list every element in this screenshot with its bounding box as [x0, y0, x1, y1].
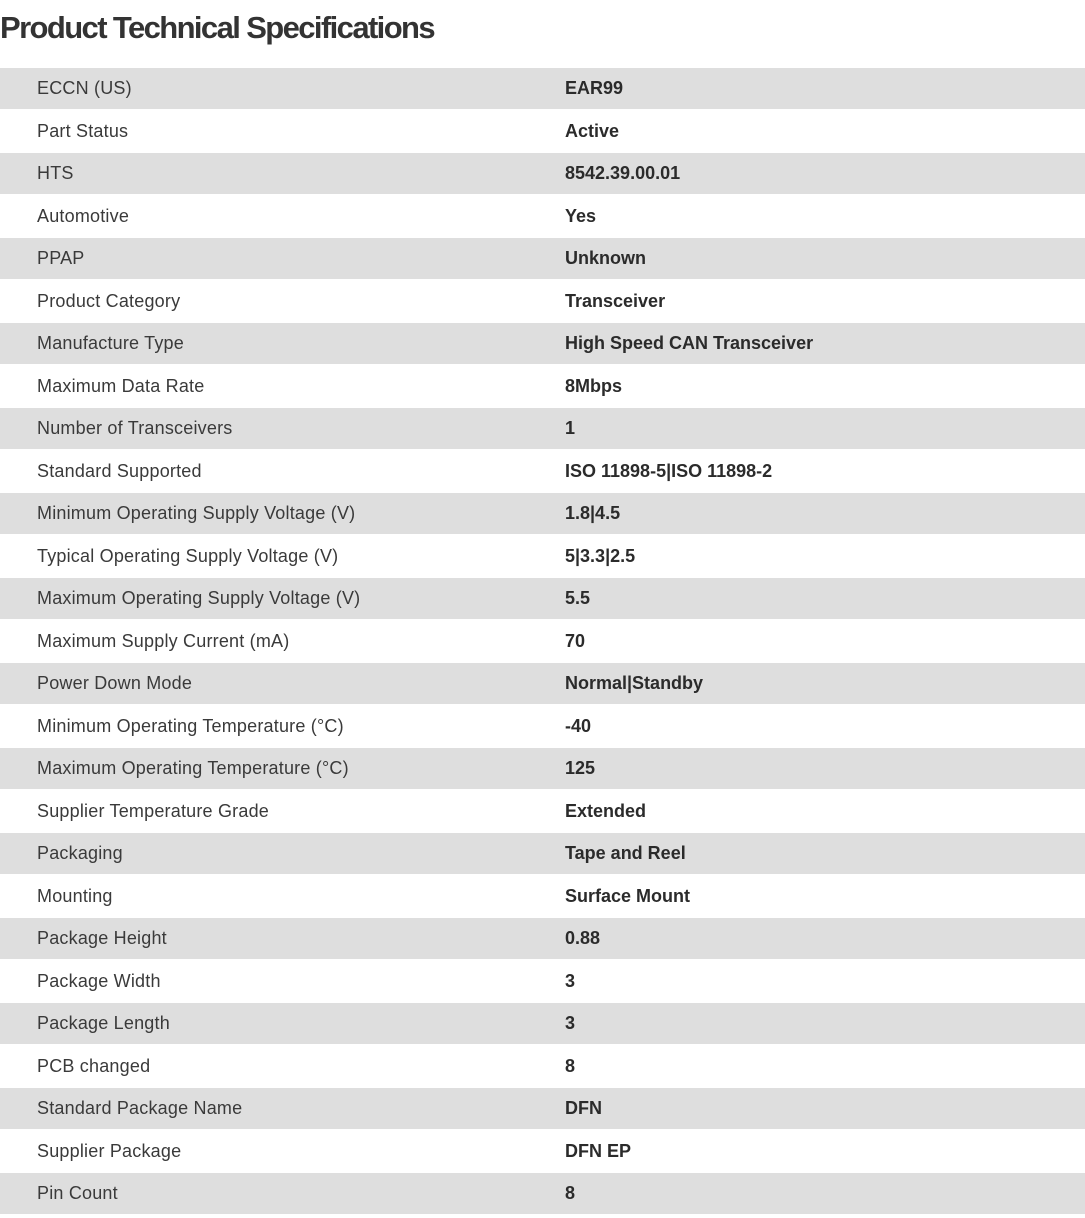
- spec-value: Transceiver: [565, 290, 666, 311]
- spec-label: Package Width: [37, 970, 161, 991]
- spec-row: [0, 959, 1085, 1003]
- spec-row: [0, 238, 1085, 279]
- spec-row: [0, 1044, 1085, 1088]
- spec-value: 70: [565, 630, 586, 651]
- spec-value: Normal|Standby: [565, 673, 704, 693]
- spec-value: 8542.39.00.01: [565, 163, 681, 183]
- spec-label: Maximum Operating Temperature (°C): [37, 758, 349, 778]
- spec-value: High Speed CAN Transceiver: [565, 333, 814, 353]
- spec-label: Manufacture Type: [37, 333, 184, 353]
- spec-value: 3: [565, 970, 576, 991]
- spec-value: 3: [565, 1013, 576, 1033]
- page-title: Product Technical Specifications: [0, 10, 435, 45]
- spec-label: Minimum Operating Supply Voltage (V): [37, 503, 356, 523]
- spec-value: EAR99: [565, 78, 624, 98]
- spec-value: 8: [565, 1183, 576, 1203]
- spec-row: [0, 1173, 1085, 1214]
- spec-row: [0, 408, 1085, 449]
- spec-row: [0, 364, 1085, 408]
- spec-row: [0, 279, 1085, 323]
- spec-row: [0, 578, 1085, 619]
- spec-value: -40: [565, 715, 592, 736]
- spec-table: [0, 68, 1085, 1214]
- spec-label: Package Height: [37, 928, 167, 948]
- spec-label: Maximum Data Rate: [37, 375, 205, 396]
- spec-value: DFN EP: [565, 1140, 632, 1161]
- spec-row: [0, 663, 1085, 704]
- spec-value: Unknown: [565, 248, 646, 268]
- spec-row: [0, 534, 1085, 578]
- spec-row: [0, 748, 1085, 789]
- spec-value: Tape and Reel: [565, 843, 686, 863]
- spec-label: Minimum Operating Temperature (°C): [37, 715, 344, 736]
- spec-value: 1: [565, 418, 576, 438]
- spec-value: Active: [565, 120, 620, 141]
- spec-label: Standard Package Name: [37, 1098, 243, 1118]
- spec-label: PPAP: [37, 248, 85, 268]
- spec-row: [0, 493, 1085, 534]
- spec-value: 5.5: [565, 588, 591, 608]
- spec-value: 8: [565, 1055, 576, 1076]
- spec-row: [0, 68, 1085, 109]
- spec-value: Surface Mount: [565, 885, 691, 906]
- spec-row: [0, 1003, 1085, 1044]
- spec-value: Extended: [565, 800, 647, 821]
- spec-label: PCB changed: [37, 1055, 151, 1076]
- spec-value: 1.8|4.5: [565, 503, 621, 523]
- spec-label: Typical Operating Supply Voltage (V): [37, 545, 339, 566]
- spec-label: Maximum Supply Current (mA): [37, 630, 290, 651]
- spec-label: Pin Count: [37, 1183, 118, 1203]
- spec-label: ECCN (US): [37, 78, 132, 98]
- spec-row: [0, 109, 1085, 153]
- spec-value: 0.88: [565, 928, 601, 948]
- spec-row: [0, 789, 1085, 833]
- spec-label: Number of Transceivers: [37, 418, 233, 438]
- spec-row: [0, 1129, 1085, 1173]
- spec-value: 8Mbps: [565, 375, 623, 396]
- spec-value: 125: [565, 758, 596, 778]
- spec-row: [0, 194, 1085, 238]
- spec-label: Part Status: [37, 120, 129, 141]
- spec-row: [0, 1088, 1085, 1129]
- spec-row: [0, 874, 1085, 918]
- spec-label: Supplier Temperature Grade: [37, 800, 269, 821]
- spec-label: Standard Supported: [37, 460, 202, 481]
- spec-label: Mounting: [37, 885, 113, 906]
- spec-label: Supplier Package: [37, 1140, 182, 1161]
- spec-row: [0, 619, 1085, 663]
- spec-row: [0, 153, 1085, 194]
- spec-label: Packaging: [37, 843, 123, 863]
- spec-value: Yes: [565, 205, 597, 226]
- spec-label: Product Category: [37, 290, 181, 311]
- spec-row: [0, 833, 1085, 874]
- spec-label: HTS: [37, 163, 74, 183]
- spec-value: DFN: [565, 1098, 602, 1118]
- spec-label: Automotive: [37, 205, 130, 226]
- spec-row: [0, 918, 1085, 959]
- spec-row: [0, 323, 1085, 364]
- spec-row: [0, 449, 1085, 493]
- spec-label: Package Length: [37, 1013, 170, 1033]
- spec-row: [0, 704, 1085, 748]
- spec-value: 5|3.3|2.5: [565, 545, 636, 566]
- spec-value: ISO 11898-5|ISO 11898-2: [565, 460, 773, 481]
- spec-label: Maximum Operating Supply Voltage (V): [37, 588, 361, 608]
- spec-label: Power Down Mode: [37, 673, 193, 693]
